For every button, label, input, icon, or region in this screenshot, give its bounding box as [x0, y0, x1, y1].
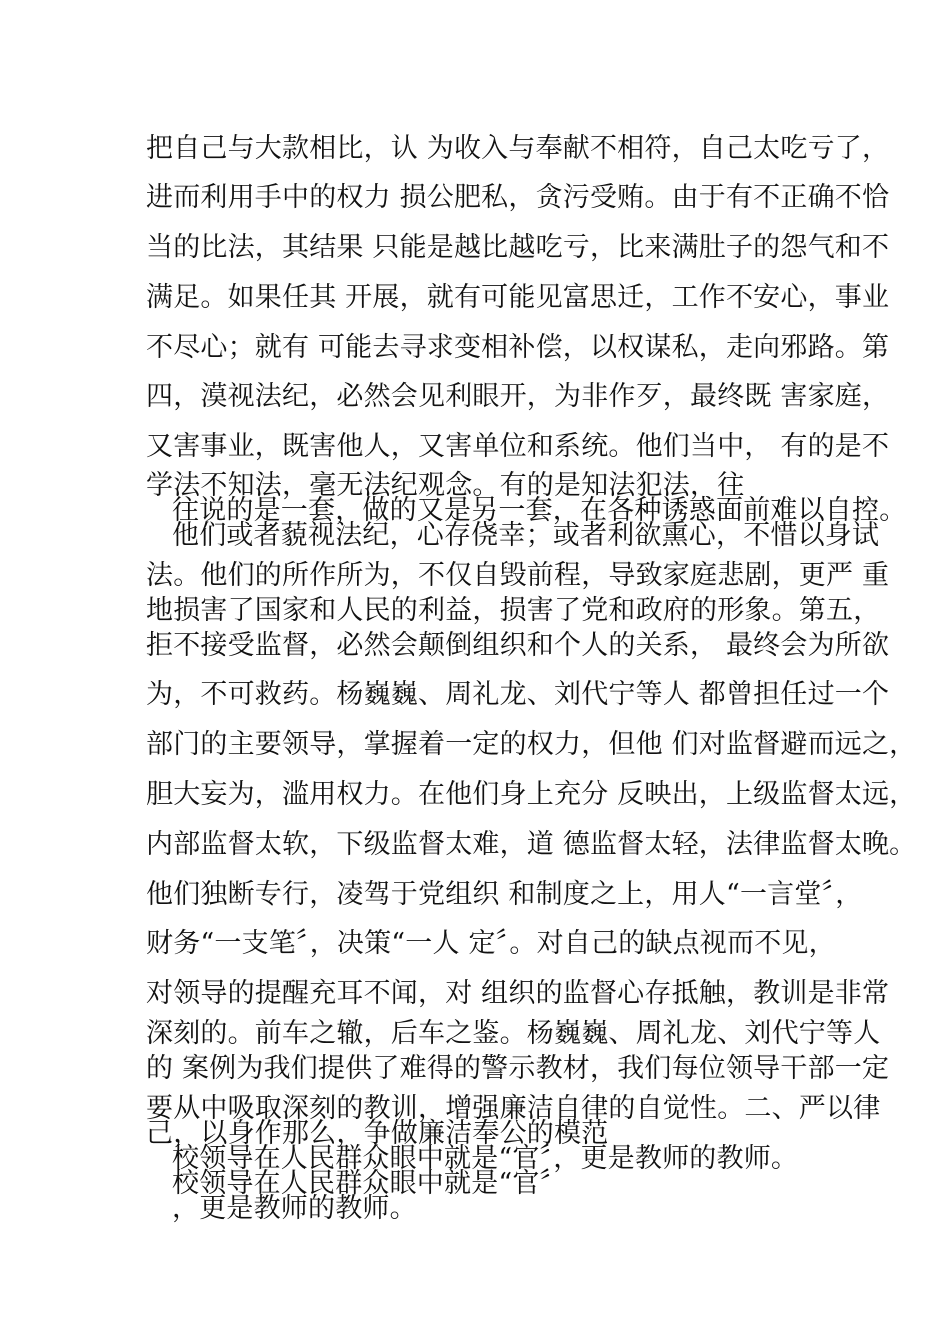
text-line: 拒不接受监督，必然会颠倒组织和个人的关系， 最终会为所欲	[146, 630, 890, 661]
text-line: 把自己与大款相比，认 为收入与奉献不相符，自己太吃亏了，	[146, 133, 890, 164]
text-line: 他们或者藐视法纪，心存侥幸；或者利欲熏心，不惜以身试	[172, 520, 880, 551]
text-line: 法。他们的所作所为，不仅自毁前程，导致家庭悲剧，更严 重	[146, 560, 890, 591]
text-line: 部门的主要领导，掌握着一定的权力，但他 们对监督避而远之，	[146, 729, 917, 760]
text-line: 往说的是一套，做的又是另一套，在各种诱惑面前难以自控。	[172, 495, 907, 526]
text-line: 四，漠视法纪，必然会见利眼开，为非作歹，最终既 害家庭，	[146, 381, 890, 412]
text-line: ，更是教师的教师。	[172, 1193, 417, 1224]
text-line: 校领导在人民群众眼中就是“官〞，更是教师的教师。	[172, 1143, 799, 1174]
text-line: 对领导的提醒充耳不闻，对 组织的监督心存抵触，教训是非常	[146, 978, 890, 1009]
text-line: 学法不知法，毫无法纪观念。有的是知法犯法，往	[146, 470, 745, 501]
text-line: 财务“一支笔〞，决策“一人 定〞。对自己的缺点视而不见，	[146, 928, 836, 959]
text-line: 胆大妄为，滥用权力。在他们身上充分 反映出，上级监督太远，	[146, 779, 917, 810]
text-line: 他们独断专行，凌驾于党组织 和制度之上，用人“一言堂〞，	[146, 879, 863, 910]
text-line: 又害事业，既害他人，又害单位和系统。他们当中， 有的是不	[146, 431, 890, 462]
text-line: 不尽心；就有 可能去寻求变相补偿，以权谋私，走向邪路。第	[146, 332, 890, 363]
text-line: 要从中吸取深刻的教训，增强廉洁自律的自觉性。二、严以律	[146, 1093, 881, 1124]
text-line: 的 案例为我们提供了难得的警示教材，我们每位领导干部一定	[146, 1053, 890, 1084]
text-line: 深刻的。前车之辙，后车之鉴。杨巍巍、周礼龙、刘代宁等人	[146, 1018, 881, 1049]
text-line: 内部监督太软，下级监督太难，道 德监督太轻，法律监督太晚。	[146, 829, 917, 860]
text-line: 满足。如果任其 开展，就有可能见富思迁，工作不安心，事业	[146, 282, 890, 313]
text-line: 己，以身作那么，争做廉洁奉公的模范	[146, 1118, 609, 1149]
text-line: 为，不可救药。杨巍巍、周礼龙、刘代宁等人 都曾担任过一个	[146, 679, 890, 710]
text-line: 校领导在人民群众眼中就是“官〞	[172, 1168, 567, 1199]
text-line: 进而利用手中的权力 损公肥私，贪污受贿。由于有不正确不恰	[146, 182, 890, 213]
text-line: 地损害了国家和人民的利益，损害了党和政府的形象。第五，	[146, 595, 881, 626]
text-line: 当的比法，其结果 只能是越比越吃亏，比来满肚子的怨气和不	[146, 232, 890, 263]
